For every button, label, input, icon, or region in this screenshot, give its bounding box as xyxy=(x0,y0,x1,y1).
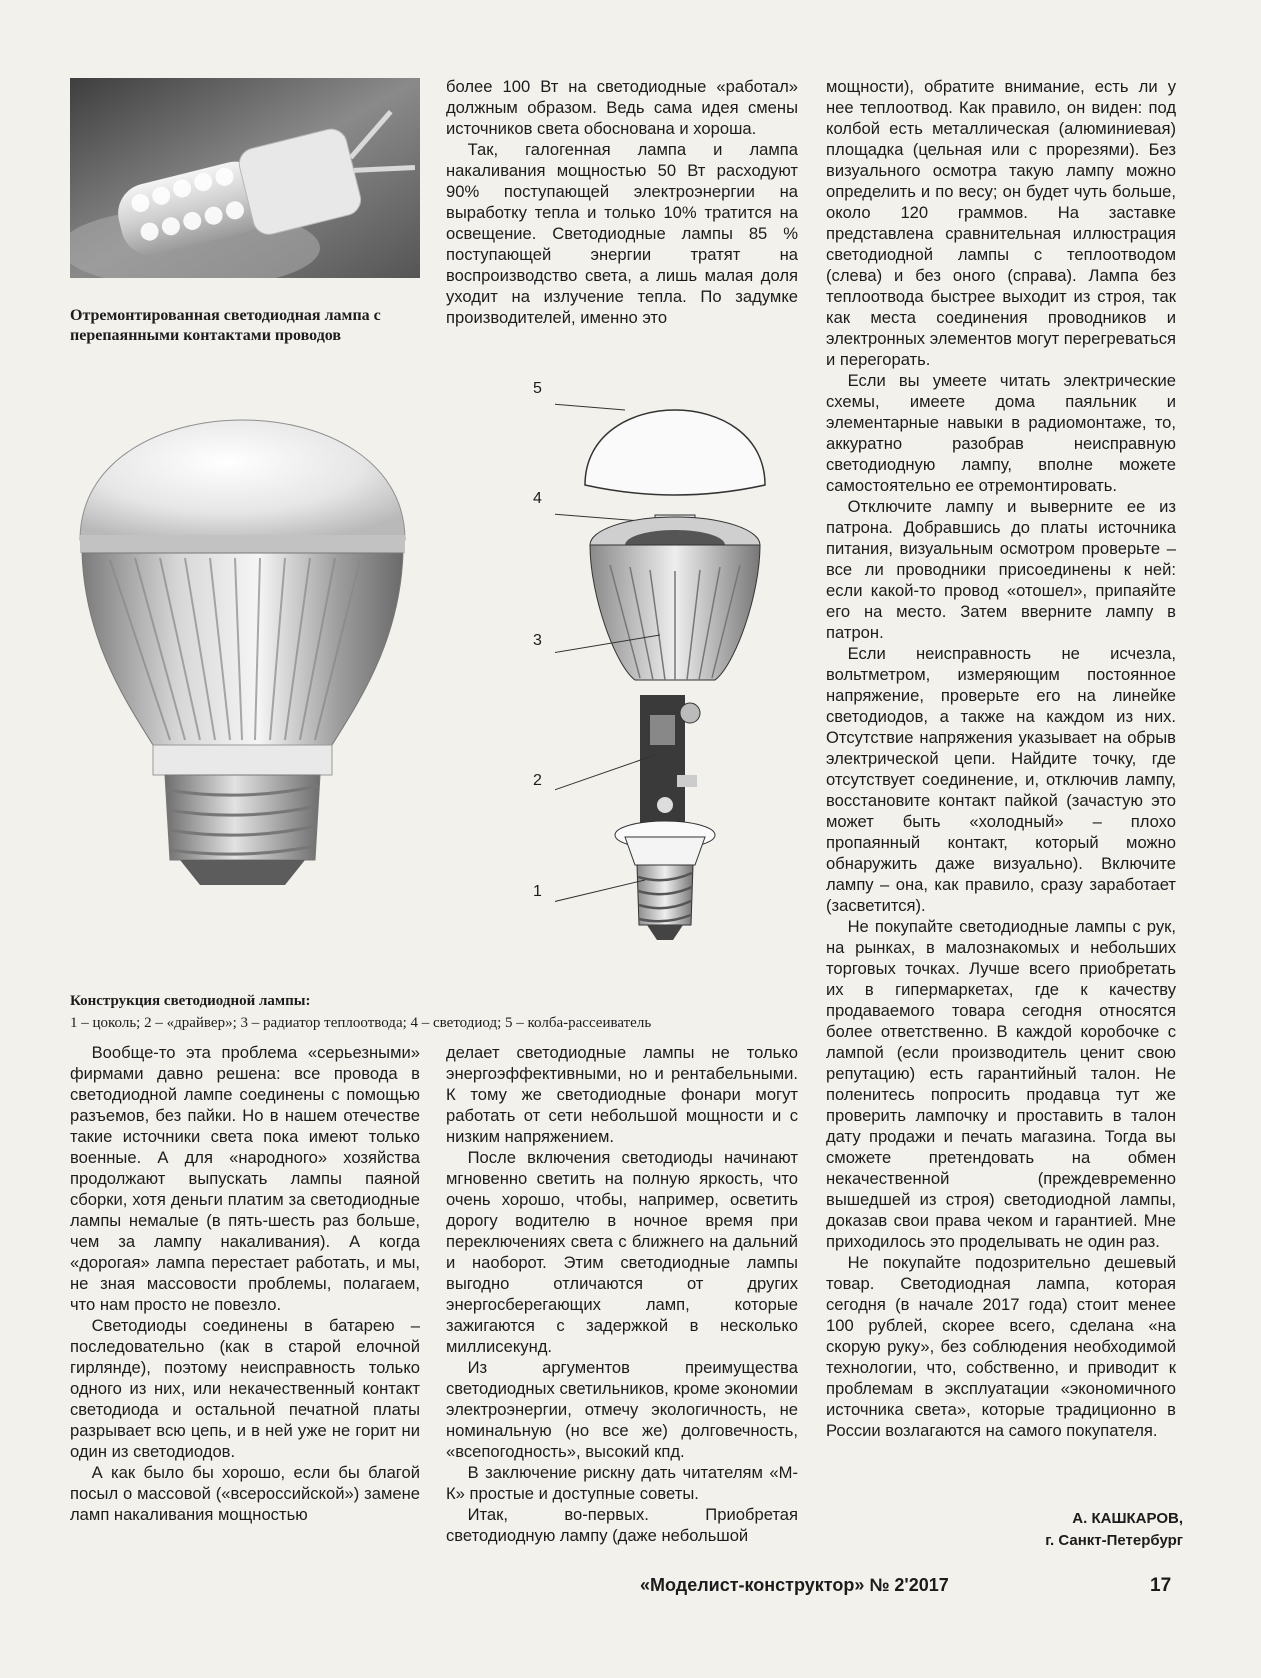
exploded-view-image xyxy=(555,395,815,995)
paragraph: Не покупайте подозрительно дешевый товар. Светодиодная лампа, которая сегодня (в начале 2017 года) стоит менее 100 рублей, скорее всего, сделана «на скорую руку», без соблюдения необходимой технологии, что, собственно, и приводит к проблемам в эксплуатации «экономичного источника света», которые традиционно в России возлагаются на самого покупателя. xyxy=(826,1253,1176,1440)
label-5: 5 xyxy=(533,380,542,397)
paragraph: более 100 Вт на светодиодные «работал» должным образом. Ведь сама идея смены источников света обоснована и хороша. xyxy=(446,77,798,138)
paragraph: Так, галогенная лампа и лампа накаливания мощностью 50 Вт расходуют 90% поступающей электроэнергии на выработку тепла и только 10% тратится на освещение. Светодиодные лампы 85 % поступающей энергии тратят на воспроизводство света, а лишь малая доля уходит на излучение тепла. По задумке производителей, именно это xyxy=(446,140,798,327)
paragraph: В заключение рискну дать читателям «М-К» простые и доступные советы. xyxy=(446,1463,798,1503)
socket-base xyxy=(625,837,705,865)
magazine-footer: «Моделист-конструктор» № 2'2017 xyxy=(640,1575,949,1595)
figure-title: Конструкция светодиодной лампы: xyxy=(70,993,311,1009)
paragraph: Отключите лампу и выверните ее из патрона. Добравшись до платы источника питания, визуальным осмотром проверьте – все ли проводники присоединены к ней: если какой-то провод «отошел», припаяйте его на место. Затем вверните лампу в патрон. xyxy=(826,497,1176,642)
diffuser-dome xyxy=(585,410,765,495)
label-1: 1 xyxy=(533,883,542,900)
paragraph: Не покупайте светодиодные лампы с рук, на рынках, в малознакомых и небольших торговых точках. Лучше всего приобретать их в гипермаркетах, где к качеству продаваемого товара сегодня относятся более ответственно. В каждой коробочке с лампой (если производитель ценит свою репутацию) есть гарантийный талон. Не поленитесь попросить продавца тут же проверить лампочку и проставить в талон дату продажи и печать магазина. Тогда вы сможете претендовать на обмен некачественной (преждевременно вышедшей из строя) светодиодной лампы, доказав свои права чеком и гарантией. Мне приходилось это проделывать не один раз. xyxy=(826,917,1176,1251)
figure-caption xyxy=(70,990,790,1034)
photo-caption: Отремонтированная светодиодная лампа с перепаянными контактами проводов xyxy=(70,307,381,344)
label-4: 4 xyxy=(533,490,542,507)
column-2-top xyxy=(446,76,798,328)
label-line-1 xyxy=(555,880,645,905)
column-1-bottom xyxy=(70,1042,420,1525)
column-3 xyxy=(826,76,1176,1441)
exploded-view-diagram xyxy=(555,395,815,995)
author-signature xyxy=(1045,1508,1183,1552)
paragraph: мощности), обратите внимание, есть ли у нее теплоотвод. Как правило, он виден: под колбой есть металлическая (алюминиевая) площадка (цельная или с прорезями). Без визуального осмотра такую лампу можно определить и по весу; он будет чуть больше, около 120 граммов. На заставке представлена сравнительная иллюстрация светодиодной лампы с теплоотводом (слева) и без оного (справа). Лампа без теплоотвода быстрее выходит из строя, так как места соединения проводников и электронных элементов могут перегреваться и перегорать. xyxy=(826,77,1176,369)
paragraph: А как было бы хорошо, если бы благой посыл о массовой («всероссийской») замене ламп накаливания мощностью xyxy=(70,1463,420,1524)
label-2: 2 xyxy=(533,772,542,789)
paragraph: После включения светодиоды начинают мгновенно светить на полную яркость, что очень хорошо, чтобы, например, осветить дорогу водителю в ночное время при переключениях света с ближнего на дальний и наоборот. Этим светодиодные лампы выгодно отличаются от других энергосберегающих ламп, которые зажигаются с задержкой в несколько миллисекунд. xyxy=(446,1148,798,1356)
paragraph: Вообще-то эта проблема «серьезными» фирмами давно решена: все провода в светодиодной лампе соединены с помощью разъемов, без пайки. Но в нашем отечестве такие источники света пока имеют только военные. А для «народного» хозяйства продолжают выпускать лампы паяной сборки, хотя деньги платим за светодиодные лампы немалые (в пять-шесть раз больше, чем за лампу накаливания). А когда «дорогая» лампа перестает работать, и мы, не зная массовости проблемы, полагаем, что нам просто не повезло. xyxy=(70,1043,420,1314)
led-bulb-illustration xyxy=(70,340,415,940)
label-3: 3 xyxy=(533,632,542,649)
page-number: 17 xyxy=(1150,1575,1172,1596)
led-bulb-image xyxy=(70,340,415,940)
repaired-lamp-image xyxy=(70,78,420,278)
author-name: А. КАШКАРОВ, xyxy=(1072,1510,1183,1527)
paragraph: Если вы умеете читать электрические схемы, имеете дома паяльник и элементарные навыки в радиомонтаже, то, аккуратно разобрав неисправную светодиодную лампу, вполне можете самостоятельно ее отремонтировать. xyxy=(826,371,1176,495)
paragraph: Из аргументов преимущества светодиодных светильников, кроме экономии электроэнергии, отмечу экологичность, не номинальную (но все же) долговечность, «всепогодность», высокий кпд. xyxy=(446,1358,798,1461)
paragraph: Итак, во-первых. Приобретая светодиодную лампу (даже небольшой xyxy=(446,1505,798,1545)
paragraph: делает светодиодные лампы не только энергоэффективными, но и рентабельными. К тому же светодиодные фонари могут работать от сети небольшой мощности и с низким напряжением. xyxy=(446,1043,798,1146)
repaired-lamp-photo xyxy=(70,78,420,278)
author-city: г. Санкт-Петербург xyxy=(1045,1532,1183,1549)
label-line-5 xyxy=(555,403,625,410)
paragraph: Если неисправность не исчезла, вольтметром, измеряющим постоянное напряжение, проверьте его на линейке светодиодов, а также на каждом из них. Отсутствие напряжения указывает на обрыв электрической цепи. Найдите точку, где отсутствует соединение, и, отключив лампу, восстановите контакт пайкой (зачастую это может быть «холодный» – плохо пропаянный контакт, который можно обнаружить даже визуально). Включите лампу – она, как правило, сразу заработает (засветится). xyxy=(826,644,1176,915)
column-2-bottom xyxy=(446,1042,798,1546)
figure-legend: 1 – цоколь; 2 – «драйвер»; 3 – радиатор теплоотвода; 4 – светодиод; 5 – колба-рассеиватель xyxy=(70,1015,652,1031)
paragraph: Светодиоды соединены в батарею – последовательно (как в старой елочной гирлянде), поэтому неисправность только одного из них, или некачественный контакт светодиода и остальной печатной платы разрывает всю цепь, и в ней уже не горит ни один из светодиодов. xyxy=(70,1316,420,1461)
